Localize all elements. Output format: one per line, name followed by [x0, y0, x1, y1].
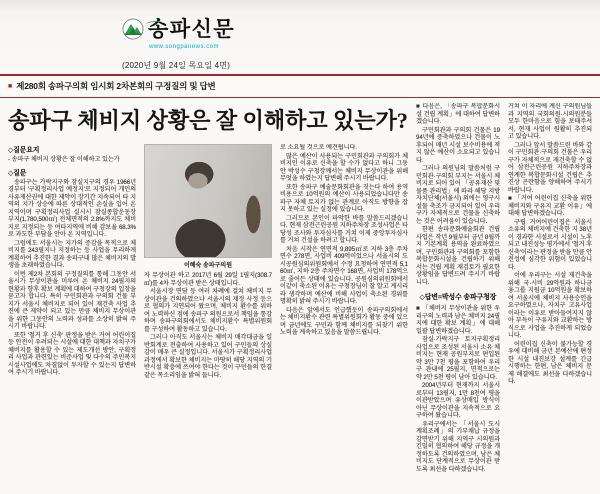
article-right-section: [416, 103, 592, 494]
paragraph: 다음은 앞에서도 언급했듯이 송파구의회에서는 체비지환수 관련 특별위원회가 활동 중에 있으며 금년에도 구민과 함께 체비지를 되찾기 위한 노력을 계속하고 있음을 말씀드립니다.: [280, 306, 408, 336]
date-line: (2020년 9월 24일 목요일 4면): [122, 61, 231, 70]
paragraph: 그러므로 본인이 파악한 바를 말씀드리겠습니다. 현재 삼전근린공원 지하주차장 조성사업은 타당성 조사와 투자심사를 거쳐 이제 중앙투자심사를 거쳐 건설을 하려고 합니다.: [280, 214, 408, 244]
article-left-section: [8, 103, 408, 494]
paragraph: ■ 다음은, 「송파구 복합문화시설 건립 계획」에 대하여 답변하겠습니다.: [416, 103, 500, 125]
newspaper-title: 송파신문: [148, 18, 236, 41]
kicker-text: 제280회 송파구의회 임시회 2차본회의 구정질의 및 답변: [16, 81, 216, 91]
paragraph: 한편 송파문화예술회관 건립 사업은 작년 9월부터 금년 8월까지 기본계획 용역을 완료하였으며, 구민회관과 구의회를 포함한 복합문화시설을 건립하기 위해서는 건립 계획 재검토가 필요한 상황임을 답변드려 주시기 바랍니다.: [416, 226, 500, 286]
paragraph: 이번 제2차 본회의 구정질의를 통해 그동안 서울시가 무상이관을 미루어 온 체비지 24필지의 현황과 향후 확보 계획에 대하여 구청장의 입장을 묻고자 합니다. 특히 구민회관과 구의회 건물 부지가 서울시 체비지로 되어 있어 재건축 사업 추진에 큰 제약이 되고 있는 만큼 체비지 무상이관을 위한 그동안의 노력과 성과를 소상히 밝혀 주시기 바랍니다.: [8, 270, 136, 330]
mountain-logo-icon: [122, 18, 144, 40]
column-2: [144, 144, 272, 494]
paragraph: 2004년부터 현재까지 서울시로부터 13필지, 1만 8천여 평을 이관받았으며 유상매입 방식이 아닌 무상이관을 지속적으로 요구하여 왔습니다.: [416, 382, 500, 419]
newspaper-url: www.songpanews.com: [149, 44, 220, 50]
council-member-photo: [144, 144, 272, 258]
paragraph: 또한 송파구 예술문화회관을 짓는다 하여 용역비용으로 10억원의 예산이 사용되었습니다만 송파구 자체 토지가 없는 관계로 아직도 방향을 잡지 못하고 있는 실정에 있습니다.: [280, 183, 408, 213]
paragraph: 송파구는 가락지구와 잠실지구의 경우 1966년경부터 '구획정리사업 예정지'로 지정되어 개인의 사유재산권에 대한 제약이 장기간 지속되어 타 지역의 지가 상승에 따른 상대적인 손실을 입어 온 지역이며 구획정리사업 실시시 잠실종합운동장부지(1,780,500㎡) 전체면적의 2.8%까지도 체비지로 지정되는 등 여타지역에 비해 감보율 68.3%로 과도한 부담을 안아 온 지역입니다.: [8, 178, 136, 238]
kicker-bar: [0, 74, 600, 98]
column-5: [508, 103, 592, 494]
article-body: [0, 98, 600, 494]
paragraph: 많은 예산이 사용되는 구민회관과 구의회가 체비지인 이유로 신축을 할 수가 없다고 하니 그동안 박성수 구청장께서는 체비지 무상이관을 위해 무엇을 하였는지 답변해 주시기 바랍니다.: [280, 152, 408, 182]
newspaper-logo: [122, 13, 235, 71]
paragraph: 그러나 의원님의 말씀처럼 구민회관·구의회 부지는 서울시 체비지로 되어 있어 「공유재산 및 물품 관리법」에 따라 해당 지방자치단체(서울시) 외에는 영구시설물 축조가 금지되어 있어 우리구가 자체적으로 건물을 신축하는 것은 어려움이 있습니다.: [416, 165, 500, 225]
column-4: [416, 103, 500, 494]
paragraph: 그럼에도 서울시는 지가의 증감을 목적으로 체비지를 243필지나 지정하는 등 사업을 무리하게 계획하여 추진한 결과 송파구내 많은 체비지의 발생을 초래하였습니다.: [8, 239, 136, 269]
kicker-square-bullet: ■: [8, 82, 13, 90]
paragraph: 처음 시작은 연면적 9,895㎡로 지하 3층 주차면수 278면, 사업비 409억이었으나 서울시의 도시공원심의위원회에서 수정 요청하여 연면적 5,160㎡, 지하 2층 주차면수 168면, 사업비 178억으로 줄어든 상태에 있습니다. 공원심의위원회에서 이같이 축소된 이유는 구청장님이 잘 알고 계시리라 생각하며 예산에 비해 사업이 축소된 경위를 명확히 밝혀 주시기 바랍니다.: [280, 245, 408, 305]
column-3: [280, 144, 408, 494]
paragraph: 잠실·가락지구 토지구획정리사업으로 조성된 서울시 소유 체비지는 현재 공원부지로 편입된 약 3만 7천 평을 포함하여 우리구 관내에 25필지, 면적으로는 약 2만 5천 평이 남아 있습니다.: [416, 336, 500, 381]
masthead: [0, 0, 600, 74]
paragraph: 또한 '철거 후 신축' 판정을 받은 거여 어린이집 등 안전이 우려되는 시설에 대한 대책과 자치구가 체비지를 활용할 수 있는 제도개선 방안, 구획정리 사업과 관련있는 비준사업 및 다수의 주민복지시설사업에도 차질없이 투자할 수 있는지 답변하여 주시기 바랍니다.: [8, 331, 136, 376]
paragraph: 자 무상이관 하고 2017년 6월 29일 1필지(308.7㎡)를 4차 무상이관 받은 상태입니다.: [144, 272, 272, 287]
question-summary-text: - 송파구 체비지 상황은 잘 이해하고 있는가: [8, 156, 120, 163]
paragraph: 거쳐 이 자리에 계신 구의원님들과 지역의 국회의원·시의원분들 모두 한마음으로 힘을 보태주셔서, 현재 사업이 원활히 추진되고 있습니다.: [508, 103, 592, 140]
paragraph: 어린이집 신축이 불가능할 경우에 대비해 금년 본예산에 편성한 시설 내진보강 설계를 긴급 시행하는 한편, 남은 체비지 문제 해결에도 최선을 다하겠습니다.: [508, 340, 592, 385]
column-1: [8, 144, 136, 494]
paragraph: ■ 「거여 어린이집 신축을 위한 체비지와 구유지 교환 이유」에 대해 답변하겠습니다.: [508, 195, 592, 217]
paragraph: ■ 「체비지 무상이관을 위한 우리구의 노력과 남은 체비지 24필지에 대한 확보 계획」에 대해 일괄 답변하겠습니다.: [416, 305, 500, 335]
paragraph: 로 소요될 것으로 예견됩니다.: [280, 144, 358, 151]
paragraph: 이에 우리구는 시설 재건축을 위해 국·시비 29억원과 하나금융그룹 지원금 10억원을 확보하여 서울시에 체비지 사용승인을 요구하였으나, 자치구 고유사업이라는 이유로 받아들여지지 않아 부득이 구유지와 교환하는 방식으로 사업을 추진하게 되었습니다.: [508, 272, 592, 339]
article-headline: 송파구 체비지 상황은 잘 이해하고 있는가?: [8, 108, 408, 133]
paragraph: 구립 거여어린이집은 서울시 소유의 체비지에 건축한 지 38년이 경과한 시설로서 시설이 노후되고 내진성능 평가에서 '철거 후 신축'이라는 판정을 받을 만큼 안전성에 심각한 위험이 있었습니다.: [508, 218, 592, 271]
photo-caption: 이혜숙 송파구의원: [183, 263, 233, 269]
answer-heading: ◇답변=박성수 송파구청장: [419, 294, 497, 301]
paragraph: 서울시장 면담 등 여러 차례에 걸쳐 체비지 무상이관을 건의하였으나 서울시의 재정 사정 등으로 협의가 지연되어 왔으며, 체비지 환수를 위하여 노력하신 점에 송파구 의원으로서 책임을 통감하며 송파구의회에서도 체비지환수 특별위원회를 구성하여 활동하고 있습니다.: [144, 288, 272, 333]
paragraph: 그러나 아직도 서울시는 체비지 매각대금을 일반회계로 전출하여 사용하고 있어 구민들의 상실감이 매우 큰 실정입니다. 서울시가 구획정리사업 과정에서 확보한 체비지는 마땅히 해당 지역의 기반시설 확충에 쓰여야 한다는 것이 구민들의 한결같은 목소리임을 밝혀 둡니다.: [144, 334, 272, 379]
paragraph: 구민회관과 구의회 건물은 1994년에 증축하였으나 건물이 노후되어 매년 시설 보수비용에 적지 않은 예산이 소요되고 있습니다.: [416, 126, 500, 164]
question-heading: ◇질문: [8, 169, 27, 177]
paragraph: 우리구에서는 「서울시 도시계획조례」의 기부채납 규정을 감면받기 위해 지역구 시의원과 긴밀히 협의하여 해당 규정을 개정하도록 건의하였으며, 남은 체비지도 단계적으로 무상이관 받도록 최선을 다하겠습니다.: [416, 420, 500, 473]
question-summary-heading: ◇질문요지: [8, 147, 40, 154]
paragraph: 그러나 앞서 말씀드린 바와 같이 구민회관·구의회 건물은 우리구가 자체적으로 재건축할 수 없어 삼전근린공원 지하주차장과 연계한 복합문화시설 건립은 추진상 곤란함을 양해하여 주시기 바랍니다.: [508, 141, 592, 194]
